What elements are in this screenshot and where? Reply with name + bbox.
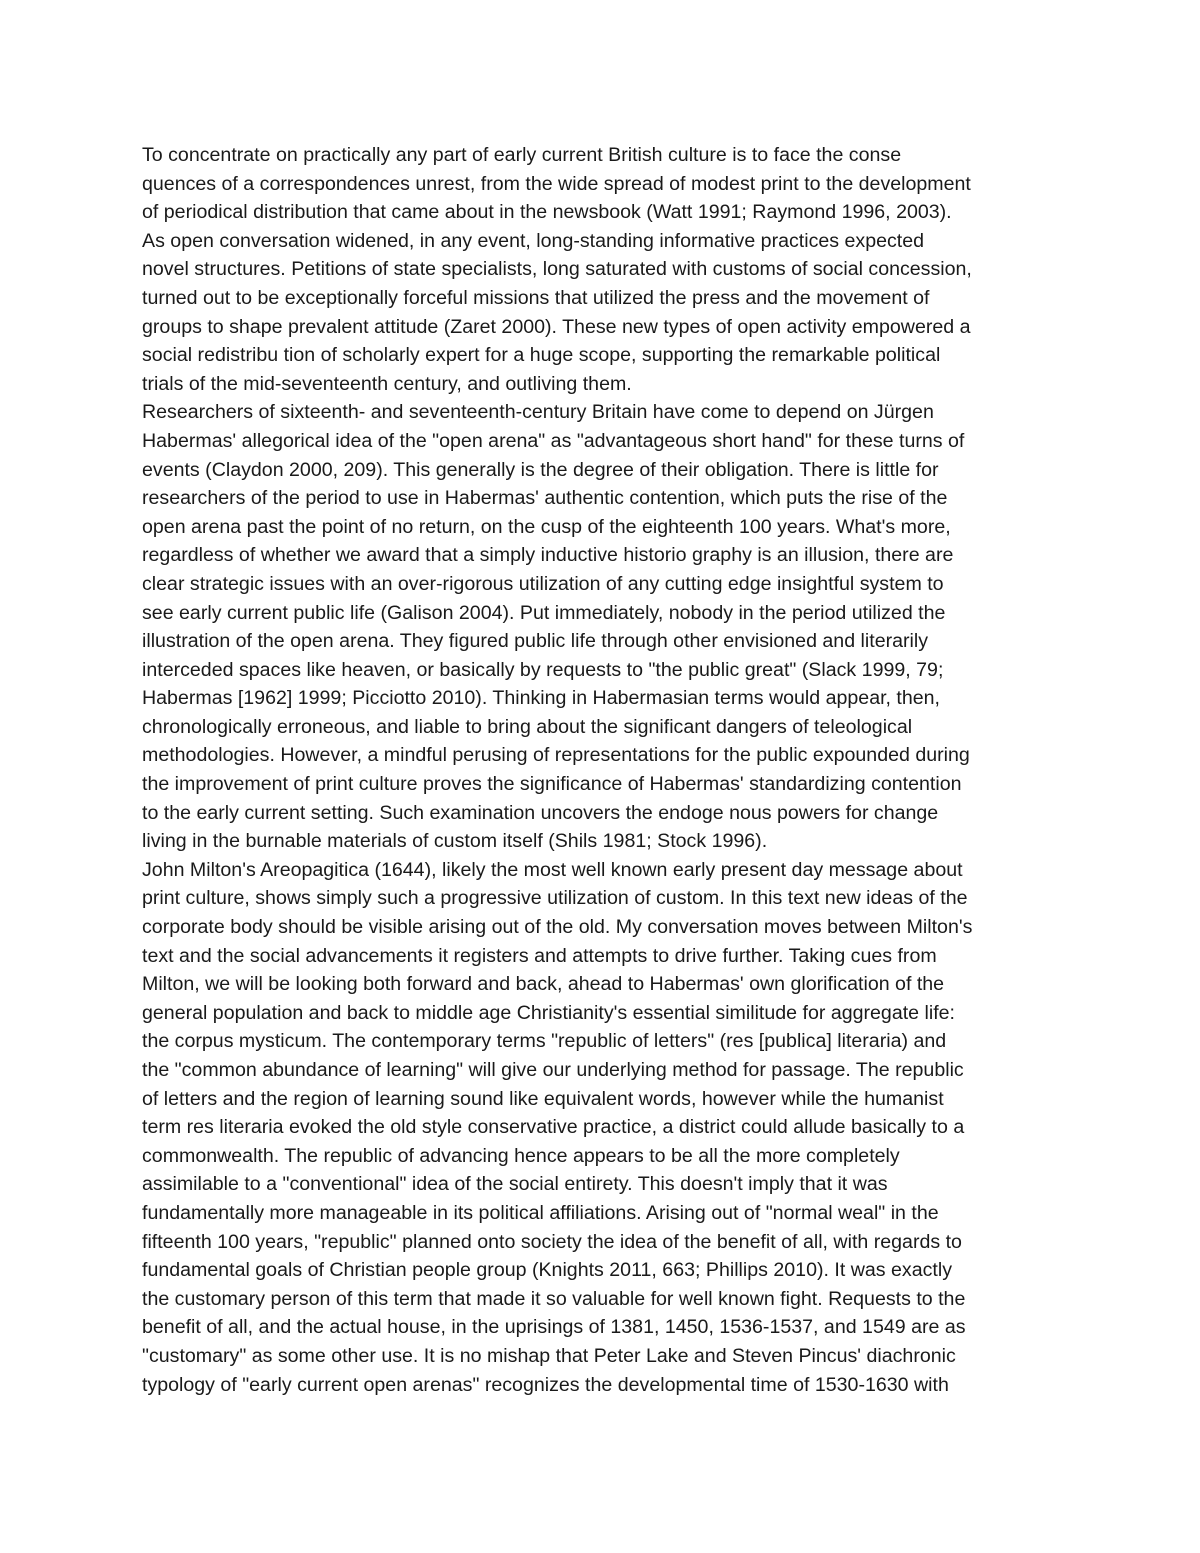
text-line: trials of the mid-seventeenth century, and outliving them. [142,372,632,395]
text-line: typology of "early current open arenas" recognizes the developmental time of 1530-1630 with [142,1373,949,1396]
text-line: As open conversation widened, in any event, long-standing informative practices expected [142,229,925,252]
text-line: the customary person of this term that made it so valuable for well known fight. Requests to the [142,1287,966,1310]
text-line: Milton, we will be looking both forward and back, ahead to Habermas' own glorification of the [142,973,945,996]
text-line: of periodical distribution that came about in the newsbook (Watt 1991; Raymond 1996, 2003). [142,201,952,224]
text-line: open arena past the point of no return, on the cusp of the eighteenth 100 years. What's more, [142,515,951,538]
text-line: chronologically erroneous, and liable to bring about the significant dangers of teleological [142,715,913,738]
text-line: clear strategic issues with an over-rigorous utilization of any cutting edge insightful system to [142,572,944,595]
text-line: researchers of the period to use in Habermas' authentic contention, which puts the rise of the [142,487,948,510]
text-line: general population and back to middle age Christianity's essential similitude for aggregate life: [142,1001,955,1024]
text-line: interceded spaces like heaven, or basically by requests to "the public great" (Slack 1999, 79; [142,658,944,681]
text-line: To concentrate on practically any part of early current British culture is to face the conse [142,144,902,166]
text-line: the improvement of print culture proves the significance of Habermas' standardizing contention [142,773,962,796]
text-line: Habermas [1962] 1999; Picciotto 2010). Thinking in Habermasian terms would appear, then, [142,687,940,710]
text-line: fifteenth 100 years, "republic" planned onto society the idea of the benefit of all, with regards to [142,1230,962,1253]
text-line: "customary" as some other use. It is no mishap that Peter Lake and Steven Pincus' diachronic [142,1344,956,1367]
text-line: the "common abundance of learning" will give our underlying method for passage. The republic [142,1059,964,1081]
text-line: novel structures. Petitions of state specialists, long saturated with customs of social concession, [142,258,972,281]
text-line: benefit of all, and the actual house, in the uprisings of 1381, 1450, 1536-1537, and 1549 are as [142,1316,966,1339]
text-line: methodologies. However, a mindful perusing of representations for the public expounded during [142,744,970,767]
text-line: to the early current setting. Such examination uncovers the endoge nous powers for change [142,801,939,824]
text-line: corporate body should be visible arising out of the old. My conversation moves between Milton's [142,916,973,939]
text-line: assimilable to a "conventional" idea of the social entirety. This doesn't imply that it was [142,1173,888,1196]
text-line: illustration of the open arena. They figured public life through other envisioned and literarily [142,630,929,653]
text-line: print culture, shows simply such a progressive utilization of custom. In this text new ideas of the [142,887,968,910]
text-line: events (Claydon 2000, 209). This generally is the degree of their obligation. There is little for [142,458,939,481]
text-line: turned out to be exceptionally forceful missions that utilized the press and the movement of [142,286,930,309]
text-line: text and the social advancements it registers and attempts to drive further. Taking cues from [142,944,937,967]
text-line: term res literaria evoked the old style conservative practice, a district could allude basically to a [142,1116,965,1139]
text-line: groups to shape prevalent attitude (Zaret 2000). These new types of open activity empowered a [142,315,971,338]
text-line: commonwealth. The republic of advancing hence appears to be all the more completely [142,1144,900,1167]
text-line: of letters and the region of learning sound like equivalent words, however while the humanist [142,1087,944,1110]
text-line: quences of a correspondences unrest, from the wide spread of modest print to the development [142,172,971,195]
text-line: fundamentally more manageable in its political affiliations. Arising out of "normal weal" in the [142,1201,939,1224]
text-line: see early current public life (Galison 2004). Put immediately, nobody in the period utilized the [142,601,946,624]
text-line: living in the burnable materials of custom itself (Shils 1981; Stock 1996). [142,830,768,853]
text-line: social redistribu tion of scholarly expert for a huge scope, supporting the remarkable political [142,344,941,367]
text-line: the corpus mysticum. The contemporary terms "republic of letters" (res [publica] literaria) and [142,1030,947,1053]
body-text [142,141,1072,1399]
text-line: regardless of whether we award that a simply inductive historio graphy is an illusion, there are [142,544,954,567]
text-line: Habermas' allegorical idea of the "open arena" as "advantageous short hand" for these turns of [142,429,965,452]
text-line: fundamental goals of Christian people group (Knights 2011, 663; Phillips 2010). It was exactly [142,1259,952,1282]
text-line: John Milton's Areopagitica (1644), likely the most well known early present day message about [142,858,963,881]
text-line: Researchers of sixteenth- and seventeenth-century Britain have come to depend on Jürgen [142,401,934,424]
